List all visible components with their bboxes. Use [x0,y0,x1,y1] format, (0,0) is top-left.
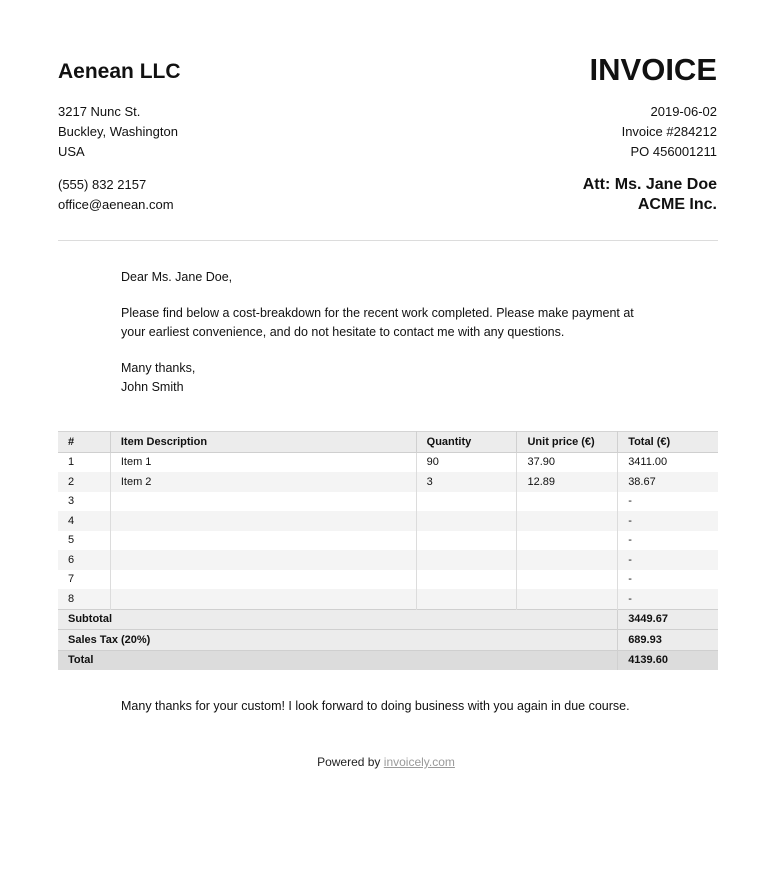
item-description [110,531,416,551]
item-total: - [628,534,632,547]
table-header-row [58,432,718,453]
header-divider [58,240,718,241]
letter-body: Please find below a cost-breakdown for the recent work completed. Please make payment at your earliest convenience, and do not hesitate to contact me with any questions. [121,306,634,339]
po-number: PO 456001211 [630,144,717,159]
item-unit-price [517,550,618,570]
invoice-date: 2019-06-02 [650,104,717,119]
row-number: 4 [58,511,110,531]
company-phone: (555) 832 2157 [58,177,147,192]
column-header: # [58,432,110,453]
item-unit-price: 37.90 [517,452,618,472]
item-quantity [416,550,517,570]
tax-value: 689.93 [618,630,718,651]
invoicely-link[interactable]: invoicely.com [383,755,455,769]
summary-label: Total [58,650,618,670]
item-total: - [618,511,718,531]
table-row [58,492,718,512]
item-total: 38.67 [618,472,718,492]
total-row [58,650,718,670]
row-number: 1 [58,452,110,472]
row-number: 6 [58,550,110,570]
item-total: - [618,550,718,570]
item-quantity: 90 [416,452,517,472]
attention-line: Att: Ms. Jane Doe [582,176,717,193]
company-email: office@aenean.com [58,197,174,212]
item-quantity [416,531,517,551]
address-line: 3217 Nunc St. [58,104,141,119]
tax-row [58,630,718,651]
item-unit-price [517,570,618,590]
invoice-meta [622,102,717,162]
row-number: 5 [58,531,110,551]
company-address [58,102,178,162]
powered-by [0,755,772,769]
address-line: USA [58,144,85,159]
client-name: ACME Inc. [637,196,717,213]
table-row [58,550,718,570]
item-quantity [416,492,517,512]
column-header: Unit price (€) [517,432,618,453]
item-description [110,492,416,512]
column-header: Total (€) [618,432,718,453]
item-quantity [416,589,517,609]
address-line: Buckley, Washington [58,124,178,139]
salutation: Dear Ms. Jane Doe, [121,270,233,284]
table-row [58,531,718,551]
cover-letter [121,268,661,397]
item-description [110,511,416,531]
item-description: Item 2 [110,472,416,492]
table-row [58,589,718,609]
table-row [58,472,718,492]
item-unit-price [517,492,618,512]
invoice-number: Invoice #284212 [621,124,717,139]
item-total: - [628,495,632,508]
row-number: 3 [58,492,110,512]
company-name: Aenean LLC [58,60,181,83]
signoff: Many thanks, [121,361,196,375]
item-unit-price [517,531,618,551]
summary-label: Sales Tax (20%) [58,630,618,651]
item-total: - [628,573,632,586]
invoice-title: INVOICE [589,52,717,87]
item-quantity: 3 [416,472,517,492]
row-number: 2 [58,472,110,492]
item-total: - [618,589,718,609]
item-total: 3411.00 [628,456,668,469]
total-value: 4139.60 [618,650,718,670]
company-contact [58,175,174,215]
column-header: Quantity [416,432,517,453]
item-description [110,589,416,609]
subtotal-row [58,609,718,630]
item-description [110,570,416,590]
row-number: 8 [58,589,110,609]
table-row [58,511,718,531]
summary-label: Subtotal [58,609,618,630]
closing-note: Many thanks for your custom! I look forward to doing business with you again in due course. [121,699,630,713]
item-unit-price [517,589,618,609]
subtotal-value: 3449.67 [618,609,718,630]
item-description [110,550,416,570]
table-row [58,570,718,590]
item-unit-price [517,511,618,531]
recipient-block [583,175,717,215]
row-number: 7 [58,570,110,590]
column-header: Item Description [110,432,416,453]
table-row [58,452,718,472]
line-items-table [58,431,718,670]
item-quantity [416,570,517,590]
item-quantity [416,511,517,531]
item-unit-price: 12.89 [517,472,618,492]
powered-by-prefix: Powered by [317,755,381,769]
item-description: Item 1 [110,452,416,472]
signature: John Smith [121,380,184,394]
